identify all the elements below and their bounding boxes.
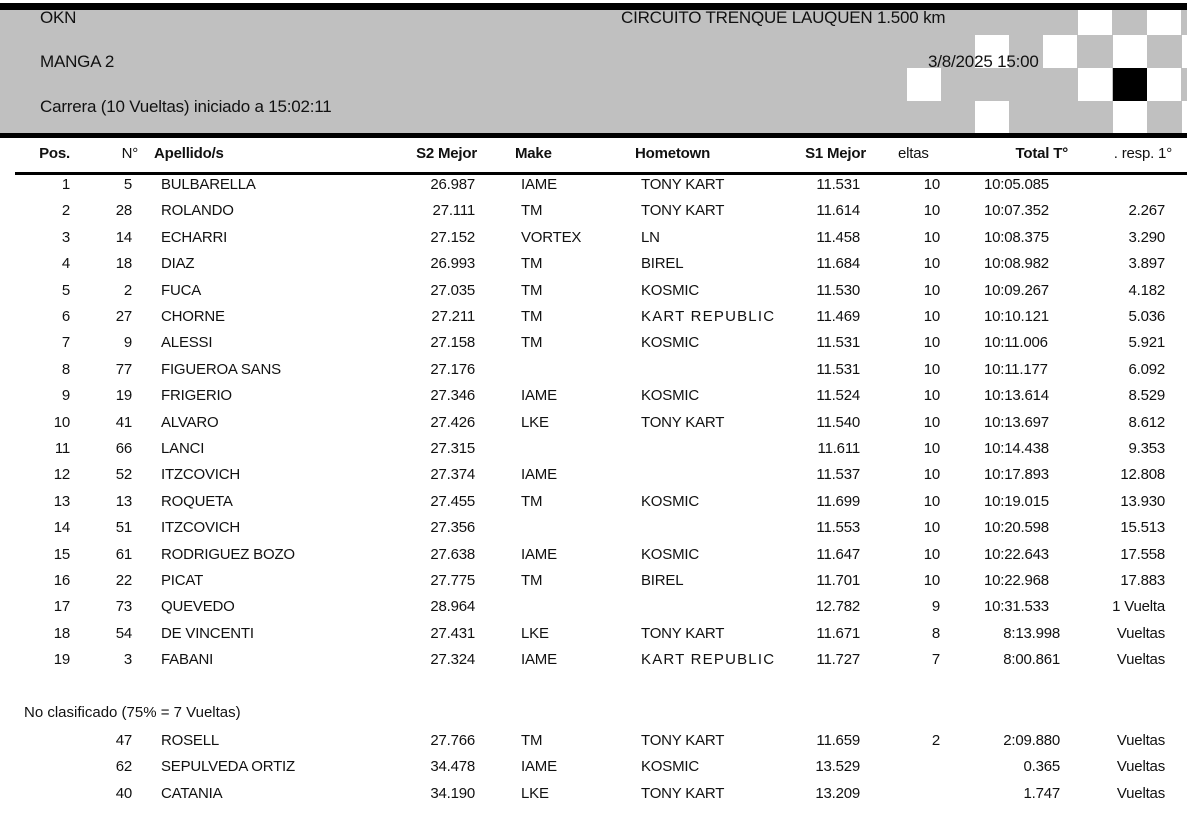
cell-s2-best: 27.426 [430,413,475,431]
cell-total-time: 10:17.893 [984,466,1049,484]
cell-pos: 12 [53,466,70,484]
cell-s2-best: 27.431 [430,624,475,642]
cell-name: ALVARO [161,413,219,431]
table-row [0,225,1187,251]
table-row [0,357,1187,383]
cell-s2-best: 27.374 [430,466,475,484]
cell-name: FIGUEROA SANS [161,360,281,378]
table-row [0,621,1187,647]
cell-pos: 11 [54,440,70,457]
cell-total-time: 10:14.438 [984,440,1049,457]
cell-laps: 10 [923,334,940,352]
cell-s2-best: 27.035 [430,281,475,299]
cell-s2-best: 27.152 [430,228,475,246]
cell-s2-best: 27.158 [430,334,475,352]
cell-laps: 10 [923,360,940,378]
cell-s2-best: 26.993 [430,255,475,273]
cell-hometown: TONY KART [641,413,725,431]
table-row [0,515,1187,541]
cell-number: 40 [115,784,132,802]
cell-name: ECHARRI [161,228,228,246]
cell-laps: 10 [923,440,940,457]
table-row [0,542,1187,568]
cell-pos: 8 [61,360,70,378]
cell-laps: 10 [923,413,940,431]
cell-number: 19 [115,387,132,405]
cell-laps: 10 [923,466,940,484]
table-row [0,462,1187,488]
cell-make: IAME [521,466,557,484]
table-row [0,489,1187,515]
cell-hometown: KOSMIC [641,334,699,352]
cell-s1-best: 11.727 [816,651,860,669]
cell-gap: 4.182 [1128,281,1165,299]
cell-pos: 4 [61,255,70,273]
cell-hometown: LN [641,228,660,246]
cell-laps: 10 [923,492,940,510]
cell-name: ROSELL [161,732,219,749]
cell-laps: 9 [931,598,940,616]
cell-s1-best: 13.209 [815,784,860,802]
table-row [0,278,1187,304]
table-row [0,781,1187,807]
checker-cell [1182,101,1187,133]
cell-number: 47 [115,732,132,749]
col-total-time: Total T° [1015,145,1068,162]
cell-number: 62 [115,758,132,776]
cell-name: ROLANDO [161,202,234,220]
cell-gap: 6.092 [1128,360,1165,378]
cell-gap: Vueltas [1116,758,1165,776]
cell-gap: 8.612 [1128,413,1165,431]
cell-s2-best: 27.766 [430,732,475,749]
cell-s1-best: 11.524 [816,387,860,405]
cell-total-time: 10:07.352 [984,202,1049,220]
cell-number: 61 [115,545,132,563]
header-bottom-rule [0,133,1187,138]
cell-total-time: 10:09.267 [984,281,1049,299]
col-laps: eltas [898,145,929,162]
cell-total-time: 10:10.121 [984,308,1049,325]
cell-number: 18 [115,255,132,273]
cell-pos: 14 [53,519,70,537]
cell-make: LKE [521,624,549,642]
cell-gap: 15.513 [1120,519,1165,537]
checker-cell [975,101,1009,133]
race-info: Carrera (10 Vueltas) iniciado a 15:02:11 [40,97,332,116]
race-datetime: 3/8/2025 15:00 [928,52,1039,71]
cell-s1-best: 11.531 [816,360,860,378]
table-row [0,251,1187,277]
cell-name: CHORNE [161,308,225,325]
checker-cell [1043,35,1077,68]
cell-hometown: KART REPUBLIC [641,308,776,325]
checker-cell [907,68,941,101]
cell-total-time: 8:00.861 [1003,651,1060,669]
cell-s2-best: 27.176 [430,360,475,378]
checker-cell [1147,10,1181,35]
cell-make: TM [521,732,543,749]
cell-hometown: TONY KART [641,202,725,220]
heat-name: MANGA 2 [40,52,115,71]
cell-s2-best: 28.964 [430,598,475,616]
cell-hometown: TONY KART [641,732,725,749]
cell-name: CATANIA [161,784,223,802]
cell-name: FABANI [161,651,214,669]
cell-total-time: 10:11.006 [984,334,1048,352]
cell-hometown: TONY KART [641,624,725,642]
cell-name: DIAZ [161,255,195,273]
cell-hometown: KOSMIC [641,545,699,563]
cell-number: 2 [123,281,132,299]
col-number: N° [121,145,138,162]
cell-gap: 12.808 [1120,466,1165,484]
cell-make: TM [521,492,543,510]
cell-laps: 10 [923,519,940,537]
col-gap: . resp. 1° [1113,145,1172,162]
cell-gap: 5.921 [1128,334,1165,352]
table-row [0,647,1187,673]
circuit-name: CIRCUITO TRENQUE LAUQUEN 1.500 km [621,8,946,27]
cell-total-time: 10:13.697 [984,413,1049,431]
cell-hometown: KOSMIC [641,281,699,299]
cell-hometown: KOSMIC [641,387,699,405]
checker-cell [1113,35,1147,68]
table-row [0,330,1187,356]
cell-name: RODRIGUEZ BOZO [161,545,295,563]
cell-name: PICAT [161,572,204,589]
cell-s1-best: 11.458 [816,228,860,246]
cell-number: 14 [115,228,132,246]
cell-name: SEPULVEDA ORTIZ [161,758,295,776]
cell-make: TM [521,334,543,352]
cell-laps: 10 [923,281,940,299]
cell-s1-best: 11.671 [816,624,860,642]
cell-number: 41 [115,413,132,431]
cell-gap: Vueltas [1116,624,1165,642]
cell-pos: 7 [61,334,70,352]
cell-s1-best: 11.699 [816,492,860,510]
cell-number: 27 [115,308,132,325]
cell-make: IAME [521,387,557,405]
checker-cell [1147,68,1181,101]
cell-make: IAME [521,758,557,776]
cell-make: TM [521,572,543,589]
org-name: OKN [40,8,77,27]
cell-number: 66 [115,440,132,457]
cell-pos: 3 [61,228,70,246]
cell-s2-best: 27.315 [430,440,475,457]
cell-hometown: BIREL [641,255,684,273]
cell-number: 5 [123,176,132,193]
table-row [0,568,1187,594]
cell-s2-best: 34.190 [430,784,475,802]
header-top-rule [0,3,1187,10]
cell-s1-best: 11.469 [816,308,860,325]
cell-total-time: 10:20.598 [984,519,1049,537]
cell-s1-best: 11.540 [816,413,860,431]
cell-gap: 5.036 [1128,308,1165,325]
cell-hometown: KOSMIC [641,758,699,776]
cell-total-time: 10:05.085 [984,176,1049,193]
cell-s1-best: 11.530 [816,281,860,299]
cell-pos: 13 [53,492,70,510]
cell-laps: 10 [923,545,940,563]
cell-make: IAME [521,545,557,563]
cell-gap: Vueltas [1116,732,1165,749]
cell-gap: 3.290 [1128,228,1165,246]
cell-name: ALESSI [161,334,213,352]
cell-hometown: BIREL [641,572,684,589]
cell-gap: 2.267 [1128,202,1165,220]
cell-s1-best: 11.684 [816,255,860,273]
col-s2-best: S2 Mejor [416,145,477,162]
cell-s2-best: 27.324 [430,651,475,669]
cell-pos: 1 [61,176,70,193]
cell-total-time: 10:08.375 [984,228,1049,246]
cell-gap: Vueltas [1116,651,1165,669]
cell-name: DE VINCENTI [161,624,254,642]
cell-make: IAME [521,176,557,193]
cell-pos: 5 [61,281,70,299]
col-name: Apellido/s [154,145,224,162]
cell-laps: 10 [923,572,940,589]
cell-total-time: 10:13.614 [984,387,1049,405]
cell-make: TM [521,255,543,273]
cell-gap: 13.930 [1120,492,1165,510]
cell-number: 28 [115,202,132,220]
checker-cell [1078,10,1112,35]
cell-number: 9 [123,334,132,352]
cell-laps: 10 [923,387,940,405]
cell-make: TM [521,202,543,220]
cell-pos: 9 [61,387,70,405]
cell-name: FRIGERIO [161,387,232,405]
table-row [0,728,1187,754]
cell-laps: 10 [923,228,940,246]
cell-hometown: TONY KART [641,176,725,193]
cell-gap: 17.558 [1120,545,1165,563]
cell-make: TM [521,308,543,325]
checker-cell [1182,35,1187,68]
cell-number: 13 [115,492,132,510]
cell-laps: 10 [923,255,940,273]
cell-laps: 10 [923,202,940,220]
cell-s2-best: 27.346 [430,387,475,405]
cell-s2-best: 27.111 [432,202,475,220]
cell-hometown: KART REPUBLIC [641,651,776,669]
cell-total-time: 8:13.998 [1003,624,1060,642]
table-row [0,594,1187,620]
cell-s2-best: 27.775 [430,572,475,589]
cell-total-time: 10:19.015 [984,492,1049,510]
cell-total-time: 10:31.533 [984,598,1049,616]
cell-pos: 19 [53,651,70,669]
cell-pos: 6 [61,308,70,325]
cell-s2-best: 27.211 [431,308,475,325]
cell-s1-best: 11.531 [816,176,860,193]
cell-gap: 8.529 [1128,387,1165,405]
cell-gap: 3.897 [1128,255,1165,273]
cell-laps: 10 [923,176,940,193]
cell-name: FUCA [161,281,202,299]
cell-pos: 10 [53,413,70,431]
cell-pos: 18 [53,624,70,642]
cell-s1-best: 11.611 [817,440,860,457]
cell-number: 73 [115,598,132,616]
cell-s1-best: 11.647 [816,545,860,563]
cell-number: 22 [115,572,132,589]
cell-name: ROQUETA [161,492,233,510]
cell-s1-best: 11.659 [816,732,860,749]
cell-number: 52 [115,466,132,484]
table-row [0,198,1187,224]
checker-cell [1078,68,1112,101]
cell-gap: 1 Vuelta [1112,598,1165,616]
table-row [0,436,1187,462]
cell-make: IAME [521,651,557,669]
cell-hometown: TONY KART [641,784,725,802]
cell-number: 77 [115,360,132,378]
cell-total-time: 10:22.643 [984,545,1049,563]
not-classified-label: No clasificado (75% = 7 Vueltas) [24,704,241,721]
checker-cell [1113,101,1147,133]
cell-s2-best: 27.638 [430,545,475,563]
checker-cell [1113,68,1147,101]
cell-hometown: KOSMIC [641,492,699,510]
cell-pos: 16 [53,572,70,589]
cell-make: TM [521,281,543,299]
cell-s1-best: 13.529 [815,758,860,776]
col-pos: Pos. [39,145,70,162]
cell-s2-best: 26.987 [430,176,475,193]
cell-s1-best: 11.614 [816,202,860,220]
cell-name: BULBARELLA [161,176,256,193]
cell-name: ITZCOVICH [161,466,241,484]
cell-s1-best: 11.701 [816,572,860,589]
cell-number: 54 [115,624,132,642]
cell-s2-best: 27.356 [430,519,475,537]
cell-total-time: 10:08.982 [984,255,1049,273]
cell-make: LKE [521,784,549,802]
cell-make: VORTEX [521,228,582,246]
cell-name: ITZCOVICH [161,519,241,537]
cell-name: LANCI [161,440,205,457]
table-row [0,172,1187,198]
cell-s1-best: 12.782 [815,598,860,616]
cell-name: QUEVEDO [161,598,235,616]
table-row [0,410,1187,436]
table-row [0,383,1187,409]
cell-laps: 2 [931,732,940,749]
cell-s2-best: 27.455 [430,492,475,510]
cell-laps: 10 [923,308,940,325]
table-row [0,304,1187,330]
cell-gap: 17.883 [1120,572,1165,589]
cell-make: LKE [521,413,549,431]
cell-laps: 8 [931,624,940,642]
cell-total-time: 10:22.968 [984,572,1049,589]
cell-gap: 9.353 [1128,440,1165,457]
cell-total-time: 1.747 [1023,784,1060,802]
cell-s1-best: 11.553 [816,519,860,537]
cell-number: 51 [115,519,132,537]
cell-s2-best: 34.478 [430,758,475,776]
col-hometown: Hometown [635,145,711,162]
col-s1-best: S1 Mejor [805,145,866,162]
cell-total-time: 2:09.880 [1003,732,1060,749]
cell-laps: 7 [931,651,940,669]
cell-s1-best: 11.531 [816,334,860,352]
table-row [0,754,1187,780]
cell-gap: Vueltas [1116,784,1165,802]
cell-total-time: 0.365 [1023,758,1060,776]
cell-total-time: 10:11.177 [984,360,1048,378]
cell-pos: 2 [61,202,70,220]
cell-number: 3 [123,651,132,669]
cell-s1-best: 11.537 [816,466,860,484]
col-make: Make [515,145,552,162]
cell-pos: 15 [53,545,70,563]
cell-pos: 17 [53,598,70,616]
